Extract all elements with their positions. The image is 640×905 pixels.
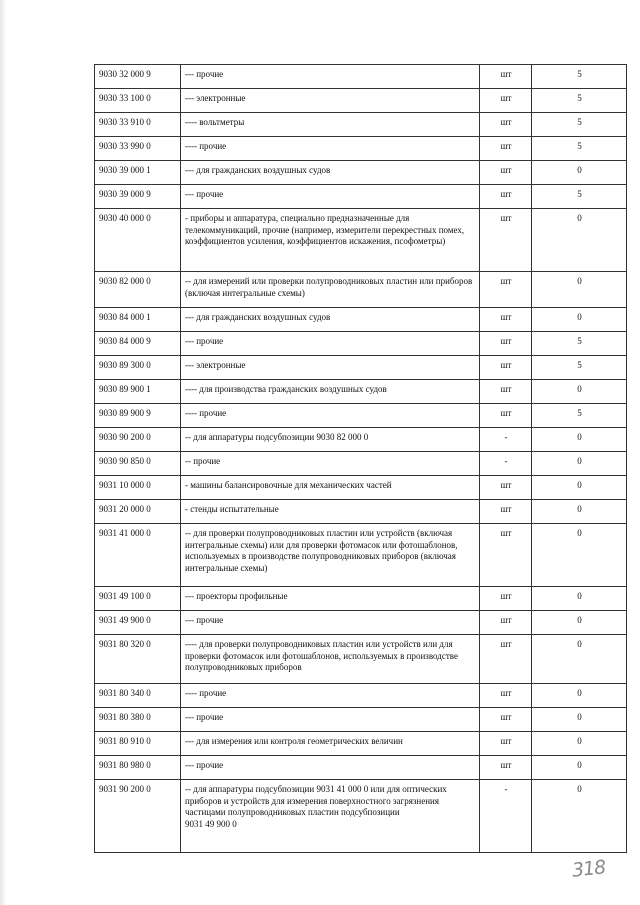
duty-rate: 0 [532,476,627,500]
table-row [95,611,627,635]
unit-of-measure: шт [480,404,532,428]
table-row [95,185,627,209]
table-row [95,308,627,332]
table-row [95,332,627,356]
commodity-code: 9030 32 000 9 [95,65,181,89]
duty-rate: 5 [532,356,627,380]
duty-rate: 0 [532,732,627,756]
unit-of-measure: шт [480,684,532,708]
commodity-code: 9031 49 100 0 [95,587,181,611]
commodity-code: 9030 33 100 0 [95,89,181,113]
unit-of-measure: шт [480,209,532,272]
unit-of-measure: - [480,452,532,476]
commodity-description: ---- прочие [181,137,480,161]
unit-of-measure: шт [480,587,532,611]
unit-of-measure: шт [480,65,532,89]
commodity-code: 9030 82 000 0 [95,272,181,308]
duty-rate: 5 [532,89,627,113]
commodity-description: ---- прочие [181,404,480,428]
unit-of-measure: шт [480,500,532,524]
commodity-code: 9030 39 000 9 [95,185,181,209]
tariff-table [94,64,627,853]
table-row [95,476,627,500]
unit-of-measure: шт [480,524,532,587]
commodity-code: 9030 89 300 0 [95,356,181,380]
table-row [95,684,627,708]
unit-of-measure: шт [480,185,532,209]
unit-of-measure: шт [480,380,532,404]
commodity-description: --- для гражданских воздушных судов [181,161,480,185]
commodity-description: - приборы и аппаратура, специально предназначенные для телекоммуникаций, прочие (например, измерители перекрестных помех, коэффициентов усиления, коэффициентов искажения, псофометры) [181,209,480,272]
duty-rate: 0 [532,452,627,476]
table-row [95,635,627,684]
commodity-description: ---- вольтметры [181,113,480,137]
commodity-description: - стенды испытательные [181,500,480,524]
commodity-description: --- прочие [181,708,480,732]
unit-of-measure: шт [480,708,532,732]
commodity-code: 9030 89 900 1 [95,380,181,404]
duty-rate: 0 [532,500,627,524]
duty-rate: 5 [532,332,627,356]
commodity-code: 9031 41 000 0 [95,524,181,587]
duty-rate: 0 [532,380,627,404]
duty-rate: 0 [532,780,627,853]
commodity-description: -- для измерений или проверки полупроводниковых пластин или приборов (включая интегральные схемы) [181,272,480,308]
commodity-code: 9031 80 980 0 [95,756,181,780]
commodity-code: 9030 33 990 0 [95,137,181,161]
duty-rate: 0 [532,428,627,452]
commodity-code: 9030 89 900 9 [95,404,181,428]
commodity-description [181,780,480,853]
unit-of-measure: шт [480,113,532,137]
commodity-description: --- прочие [181,756,480,780]
table-row [95,89,627,113]
commodity-description: --- для гражданских воздушных судов [181,308,480,332]
commodity-description: --- прочие [181,185,480,209]
commodity-code: 9030 39 000 1 [95,161,181,185]
duty-rate: 5 [532,113,627,137]
commodity-description: ---- для проверки полупроводниковых пластин или устройств или для проверки фотомасок или фотошаблонов, используемых в производстве полупроводниковых приборов [181,635,480,684]
duty-rate: 0 [532,708,627,732]
commodity-description: - машины балансировочные для механических частей [181,476,480,500]
commodity-description: ---- для производства гражданских воздушных судов [181,380,480,404]
table-row [95,272,627,308]
table-row [95,708,627,732]
commodity-description: --- прочие [181,65,480,89]
table-row [95,380,627,404]
commodity-code: 9030 84 000 1 [95,308,181,332]
unit-of-measure: шт [480,89,532,113]
commodity-description: -- для аппаратуры подсубпозиции 9030 82 000 0 [181,428,480,452]
commodity-code: 9030 84 000 9 [95,332,181,356]
table-row [95,732,627,756]
unit-of-measure: шт [480,732,532,756]
description-text: -- для аппаратуры подсубпозиции 9031 41 000 0 или для оптических приборов и устройств для измерения поверхностного загрязнения частицами полупроводниковых пластин подсубпозиции [185,784,447,817]
duty-rate: 5 [532,65,627,89]
duty-rate: 5 [532,185,627,209]
commodity-code: 9030 90 200 0 [95,428,181,452]
commodity-description: --- электронные [181,356,480,380]
commodity-description: --- электронные [181,89,480,113]
commodity-description: --- прочие [181,611,480,635]
commodity-description: -- прочие [181,452,480,476]
duty-rate: 0 [532,161,627,185]
table-row [95,356,627,380]
table-row [95,587,627,611]
commodity-description: ---- прочие [181,684,480,708]
description-subposition-code: 9031 49 900 0 [185,818,237,829]
duty-rate: 0 [532,209,627,272]
unit-of-measure: - [480,780,532,853]
page-number: 318 [570,856,607,882]
table-row [95,113,627,137]
duty-rate: 0 [532,635,627,684]
unit-of-measure: шт [480,332,532,356]
table-row [95,452,627,476]
unit-of-measure: шт [480,356,532,380]
table-row [95,428,627,452]
commodity-code: 9031 90 200 0 [95,780,181,853]
commodity-code: 9030 40 000 0 [95,209,181,272]
commodity-code: 9031 80 320 0 [95,635,181,684]
table-row [95,404,627,428]
table-row [95,756,627,780]
table-row [95,65,627,89]
commodity-code: 9031 20 000 0 [95,500,181,524]
unit-of-measure: шт [480,635,532,684]
commodity-description: -- для проверки полупроводниковых пластин или устройств (включая интегральные схемы) или для проверки фотомасок или фотошаблонов, используемых в производстве полупроводниковых приборов (включая интегральные схемы) [181,524,480,587]
commodity-code: 9031 10 000 0 [95,476,181,500]
commodity-description: --- для измерения или контроля геометрических величин [181,732,480,756]
table-row [95,524,627,587]
duty-rate: 0 [532,684,627,708]
commodity-description: --- проекторы профильные [181,587,480,611]
commodity-code: 9031 80 380 0 [95,708,181,732]
duty-rate: 0 [532,587,627,611]
unit-of-measure: шт [480,476,532,500]
duty-rate: 0 [532,308,627,332]
table-row [95,500,627,524]
commodity-code: 9030 33 910 0 [95,113,181,137]
unit-of-measure: шт [480,137,532,161]
unit-of-measure: шт [480,161,532,185]
commodity-code: 9031 80 340 0 [95,684,181,708]
unit-of-measure: шт [480,756,532,780]
unit-of-measure: - [480,428,532,452]
table-row [95,780,627,853]
commodity-code: 9030 90 850 0 [95,452,181,476]
commodity-code: 9031 80 910 0 [95,732,181,756]
table-row [95,209,627,272]
unit-of-measure: шт [480,308,532,332]
scan-edge-shadow [0,0,6,905]
duty-rate: 0 [532,756,627,780]
table-row [95,161,627,185]
duty-rate: 5 [532,137,627,161]
table-row [95,137,627,161]
duty-rate: 5 [532,404,627,428]
unit-of-measure: шт [480,272,532,308]
duty-rate: 0 [532,524,627,587]
commodity-code: 9031 49 900 0 [95,611,181,635]
commodity-description: --- прочие [181,332,480,356]
duty-rate: 0 [532,272,627,308]
duty-rate: 0 [532,611,627,635]
unit-of-measure: шт [480,611,532,635]
